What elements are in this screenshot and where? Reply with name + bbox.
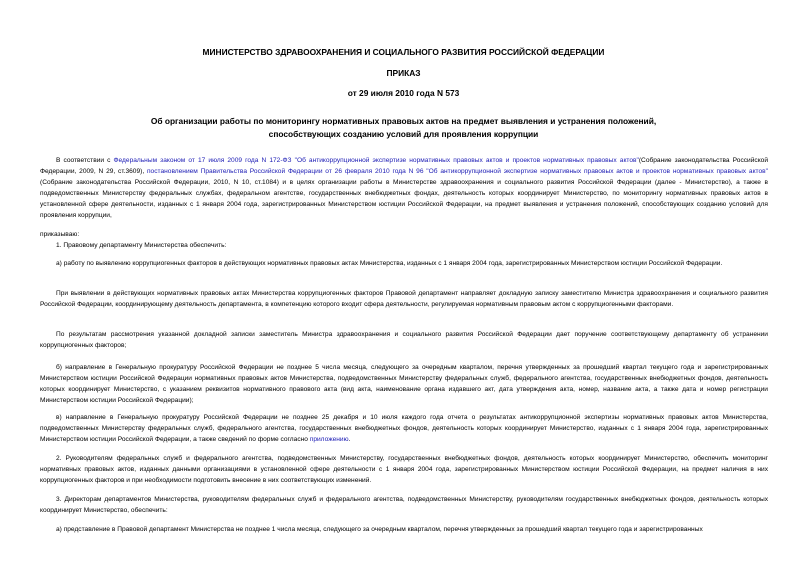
preamble-text-2: (Собрание законодательства Российской Федерации, 2009, N 29, ст.3609),	[40, 157, 769, 176]
federal-law-link[interactable]: Федеральным законом от 17 июля 2009 года N 172-ФЗ "Об антикоррупционной экспертизе нормативных правовых актов и проектов нормативных правовых актов"	[113, 157, 639, 164]
document-subject: Об организации работы по мониторингу нормативных правовых актов на предмет выявления и устранения положений, способствующих созданию условий для проявления коррупции	[150, 116, 657, 139]
item-1: 1. Правовому департаменту Министерства обеспечить:	[56, 242, 227, 249]
item-1b: б) направление в Генеральную прокуратуру Российской Федерации не позднее 5 числа месяца, следующего за очередным кварталом, перечня утвержденных за прошедший квартал текущего года и зарегистрированных Министерством юстиции Российской Федерации нормативных правовых актов Министерства, подведомственных Министерству федеральных служб, федерального агентства, государственных внебюджетных фондов, деятельность которых координирует Министерство, с указанием реквизитов нормативного правового акта (вид акта, наименование органа издавшего акт, дата утверждения акта, номер, название акта, а также дата и номер регистрации Министерством юстиции Российской Федерации);	[40, 364, 768, 405]
item-1c-text: в) направление в Генеральную прокуратуру Российской Федерации не позднее 25 декабря и 10 июля каждого года отчета о результатах антикоррупционной экспертизы нормативных правовых актов Министерства, подведомственных Министерству федеральных служб, федерального агентства, государственных внебюджетных фондов, деятельность которых координирует Министерство, изданных с 1 января 2004 года, зарегистрированных Министерством юстиции Российской Федерации, а также сведений по форме согласно	[40, 414, 768, 444]
item-1a-detection: При выявлении в действующих нормативных правовых актах Министерства коррупциогенных факторов Правовой департамент направляет докладную записку заместителю Министра здравоохранения и социального развития Российской Федерации, координирующему деятельность департамента, в компетенцию которого входит сфера деятельности, регулируемая нормативным правовым актом с коррупциогенными факторами.	[40, 290, 768, 309]
item-1a-results: По результатам рассмотрения указанной докладной записки заместитель Министра здравоохранения и социального развития Российской Федерации дает поручение соответствующему департаменту об устранении коррупциогенных факторов;	[40, 331, 768, 350]
item-3a: а) представление в Правовой департамент Министерства не позднее 1 числа месяца, следующего за очередным кварталом, перечня утвержденных за прошедший квартал текущего года и зарегистрированных	[56, 526, 703, 533]
document-type: ПРИКАЗ	[386, 68, 421, 78]
preamble-text-1: В соответствии с	[56, 157, 114, 164]
item-1a: а) работу по выявлению коррупциогенных факторов в действующих нормативных правовых актах Министерства, изданных с 1 января 2004 года, зарегистрированных Министерством юстиции Российской Федерации.	[56, 260, 723, 267]
document-date-number: от 29 июля 2010 года N 573	[347, 88, 460, 98]
government-decree-link[interactable]: постановлением Правительства Российской Федерации от 26 февраля 2010 года N 96 "Об антикоррупционной экспертизе нормативных правовых актов и проектов нормативных правовых актов"	[146, 168, 768, 176]
item-1c	[40, 412, 768, 445]
preamble-text-3: (Собрание законодательства Российской Федерации, 2010, N 10, ст.1084) и в целях организации работы в Министерстве здравоохранения и социального развития Российской Федерации (далее - Министерство), а также в подведомственных Министерству федеральных службах, федеральном агентстве, государственных внебюджетных фондах, деятельность которых координирует Министерство, по мониторингу нормативных правовых актов в установленной сфере деятельности, изданных с 1 января 2004 года, зарегистрированных Министерством юстиции Российской Федерации, на предмет выявления и устранения положений, способствующих созданию условий для проявления коррупции,	[40, 179, 768, 220]
ministry-title: МИНИСТЕРСТВО ЗДРАВООХРАНЕНИЯ И СОЦИАЛЬНОГО РАЗВИТИЯ РОССИЙСКОЙ ФЕДЕРАЦИИ	[202, 47, 605, 57]
appendix-link[interactable]: приложению	[309, 436, 349, 444]
item-2: 2. Руководителям федеральных служб и федерального агентства, подведомственных Министерству, государственных внебюджетных фондов, деятельность которых координирует Министерство, обеспечить мониторинг нормативных правовых актов, изданных данными организациями в установленной сфере деятельности с 1 января 2004 года, зарегистрированных Министерством юстиции Российской Федерации, на предмет наличия в них коррупциогенных факторов и при необходимости подготовить внесение в них соответствующих изменений.	[40, 455, 768, 485]
preamble-paragraph	[40, 155, 768, 222]
order-word: приказываю:	[40, 231, 80, 238]
item-3: 3. Директорам департаментов Министерства, руководителям федеральных служб и федерального агентства, подведомственных Министерству, руководителям государственных внебюджетных фондов, деятельность которых координирует Министерство, обеспечить:	[40, 496, 768, 515]
item-1c-end: .	[348, 436, 351, 444]
